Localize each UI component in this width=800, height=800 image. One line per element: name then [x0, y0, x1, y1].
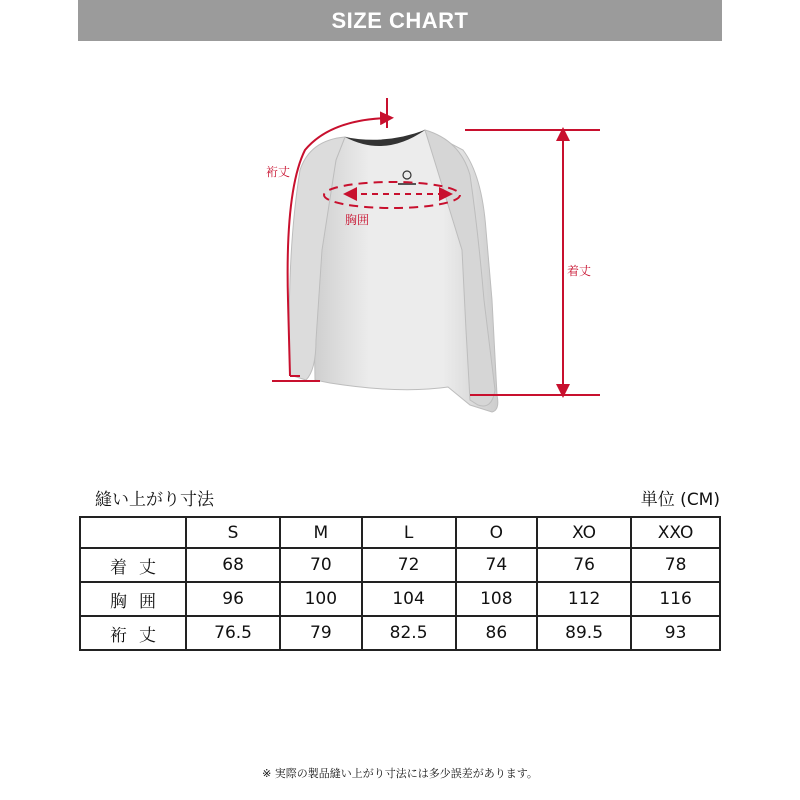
table-cell: 79 — [280, 616, 361, 650]
unit-label: 単位 (CM) — [640, 490, 720, 510]
size-table — [79, 516, 721, 651]
row-label: 裄丈 — [80, 616, 186, 650]
table-cell: 68 — [186, 548, 280, 582]
row-label: 胸囲 — [80, 582, 186, 616]
size-header: XXO — [631, 517, 720, 548]
table-cell: 82.5 — [362, 616, 456, 650]
chest-label: 胸囲 — [345, 213, 370, 227]
body-length-label: 着丈 — [567, 264, 592, 278]
size-header: L — [362, 517, 456, 548]
row-label: 着丈 — [80, 548, 186, 582]
shirt-illustration — [289, 130, 498, 412]
table-cell: 104 — [362, 582, 456, 616]
table-cell: 93 — [631, 616, 720, 650]
size-header: M — [280, 517, 361, 548]
table-cell: 76.5 — [186, 616, 280, 650]
footnote: ※ 実際の製品縫い上がり寸法には多少誤差があります。 — [262, 767, 538, 780]
table-cell: 70 — [280, 548, 361, 582]
table-cell: 108 — [456, 582, 537, 616]
table-cell: 89.5 — [537, 616, 631, 650]
table-cell: 112 — [537, 582, 631, 616]
page-title: SIZE CHART — [331, 7, 469, 33]
table-cell: 78 — [631, 548, 720, 582]
table-cell: 116 — [631, 582, 720, 616]
size-header: O — [456, 517, 537, 548]
table-row — [80, 548, 720, 582]
table-row — [80, 616, 720, 650]
table-row — [80, 582, 720, 616]
corner-cell — [80, 517, 186, 548]
sleeve-length-label: 裄丈 — [266, 165, 291, 179]
table-caption: 縫い上がり寸法 — [95, 490, 214, 510]
size-header-row — [80, 517, 720, 548]
size-header: S — [186, 517, 280, 548]
table-cell: 100 — [280, 582, 361, 616]
table-cell: 76 — [537, 548, 631, 582]
size-header: XO — [537, 517, 631, 548]
table-cell: 74 — [456, 548, 537, 582]
table-cell: 96 — [186, 582, 280, 616]
table-cell: 72 — [362, 548, 456, 582]
table-cell: 86 — [456, 616, 537, 650]
